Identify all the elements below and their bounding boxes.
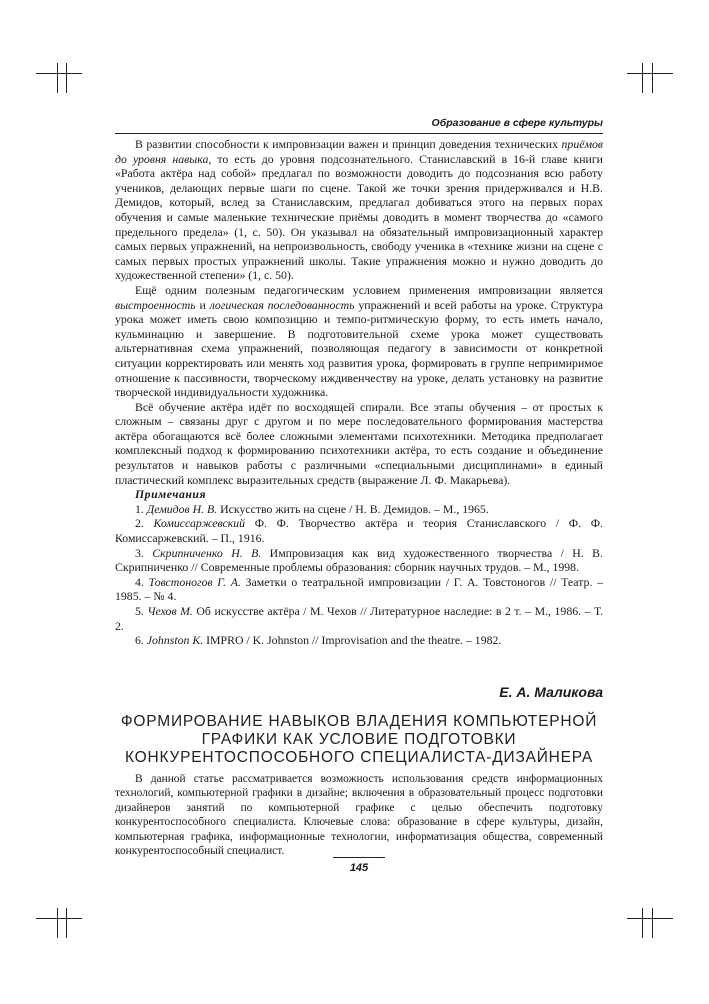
crop-mark	[57, 63, 58, 93]
note-item: 3. Скрипниченко Н. В. Импровизация как вид художественного творчества / Н. В. Скрипниченко // Современные проблемы образования: сборник научных трудов. – М., 1998.	[115, 545, 604, 575]
italic-run: логическая последованность	[209, 297, 355, 312]
crop-mark	[66, 908, 67, 938]
italic-run: Демидов Н. В.	[146, 501, 218, 516]
running-header: Образование в сфере культуры	[431, 117, 603, 129]
crop-mark	[57, 908, 58, 938]
crop-mark	[627, 73, 673, 74]
notes-title: Примечания	[135, 487, 207, 502]
crop-mark	[36, 73, 82, 74]
note-item: 4. Товстоногов Г. А. Заметки о театральной импровизации / Г. А. Товстоногов // Театр. – 1985. – № 4.	[115, 574, 603, 604]
article-title-line: КОНКУРЕНТОСПОСОБНОГО СПЕЦИАЛИСТА-ДИЗАЙНЕРА	[124, 749, 594, 766]
italic-run: выстроенность	[115, 297, 196, 312]
crop-mark	[652, 908, 653, 938]
note-item: 5. Чехов М. Об искусстве актёра / М. Чехов // Литературное наследие: в 2 т. – М., 1986. – Т. 2.	[115, 604, 604, 633]
abstract-paragraph: В данной статье рассматривается возможность использования средств информационных технологий, компьютерной графики в дизайне; включения в образовательный процесс подготовки дизайнеров занятий по компьютерной графике с целью обеспечить подготовку конкурентоспособного специалиста. Ключевые слова: образование в сфере культуры, дизайн, компьютерная графика, информационные технологии, информатизация общества, современный конкурентоспособный специалист.	[115, 773, 603, 858]
header-rule	[115, 133, 603, 134]
article-title-line: ГРАФИКИ КАК УСЛОВИЕ ПОДГОТОВКИ	[201, 731, 517, 748]
crop-mark	[36, 918, 82, 919]
article-title-line: ФОРМИРОВАНИЕ НАВЫКОВ ВЛАДЕНИЯ КОМПЬЮТЕРНОЙ	[120, 713, 598, 730]
article-title	[115, 713, 603, 767]
body-paragraph: Ещё одним полезным педагогическим условием применения импровизации является выстроенность и логическая последованность упражнений и всей работы на уроке. Структура урока может иметь свою композицию и темпо-ритмическую форму, то есть иметь начало, кульминацию и завершение. В подготовительной схеме урока может существовать альтернативная схема упражнений, позволяющая педагогу в зависимости от конкретной ситуации корректировать или менять ход развития урока, формировать в группе непримиримое отношение к пассивности, творческому иждивенчеству на уроке, делать установку на развитие творческой индивидуальности художника.	[115, 282, 603, 400]
crop-mark	[66, 63, 67, 93]
article-author: Е. А. Маликова	[499, 684, 603, 700]
body-paragraph: Всё обучение актёра идёт по восходящей спирали. Все этапы обучения – от простых к сложным – связаны друг с другом и по мере последовательного формирования мастерства актёра обогащаются всё более сложными элементами психотехники. Методика предполагает комплексный подход к формированию психотехники актёра, то есть создание и объединение результатов и навыков работы с различными «специальными дисциплинами» в единый пластический комплекс выразительных средств (выражение Л. Ф. Макарьева).	[115, 399, 603, 487]
crop-mark	[652, 63, 653, 93]
crop-mark	[627, 918, 673, 919]
article-abstract	[115, 772, 603, 858]
italic-run: Товстоногов Г. А.	[148, 574, 241, 589]
italic-run: приёмов до уровня навыка	[115, 137, 603, 166]
page-number-rule	[333, 857, 385, 858]
italic-run: Комиссаржевский	[153, 516, 246, 531]
italic-run: Johnston K.	[146, 633, 204, 648]
crop-mark	[642, 908, 643, 938]
crop-mark	[642, 63, 643, 93]
note-item: 1. Демидов Н. В. Искусство жить на сцене / Н. В. Демидов. – М., 1965.	[135, 501, 489, 516]
notes-section	[115, 487, 603, 648]
note-item: 6. Johnston K. IMPRO / K. Johnston // Improvisation and the theatre. – 1982.	[135, 633, 502, 648]
italic-run: Скрипниченко Н. В.	[152, 545, 262, 560]
note-item: 2. Комиссаржевский Ф. Ф. Творчество актёра и теория Станиславского / Ф. Ф. Комиссаржевский. – П., 1916.	[115, 516, 603, 546]
page-number: 145	[349, 862, 369, 874]
main-text	[115, 137, 603, 648]
italic-run: Чехов М.	[147, 604, 193, 618]
body-paragraph: В развитии способности к импровизации важен и принцип доведения технических приёмов до уровня навыка, то есть до уровня подсознательного. Станиславский в 16-й главе книги «Работа актёра над собой» предлагал по возможности доводить до подсознания всю работу учеников, делающих первые шаги по сцене. Такой же точки зрения придерживался и Н.В. Демидов, который, вслед за Станиславским, предлагал добиваться этого на первых порах обучения и самые маленькие технические приёмы доводить в момент творчества до «самого предельного предела» (1, с. 50). Он указывал на обязательный импровизационный характер самых первых упражнений, на непроизвольность, свободу ученика в «технике жизни на сцене с самых первых простых упражнений школы. Такие упражнения можно и нужно доводить до художественной степени» (1, с. 50).	[115, 137, 603, 283]
